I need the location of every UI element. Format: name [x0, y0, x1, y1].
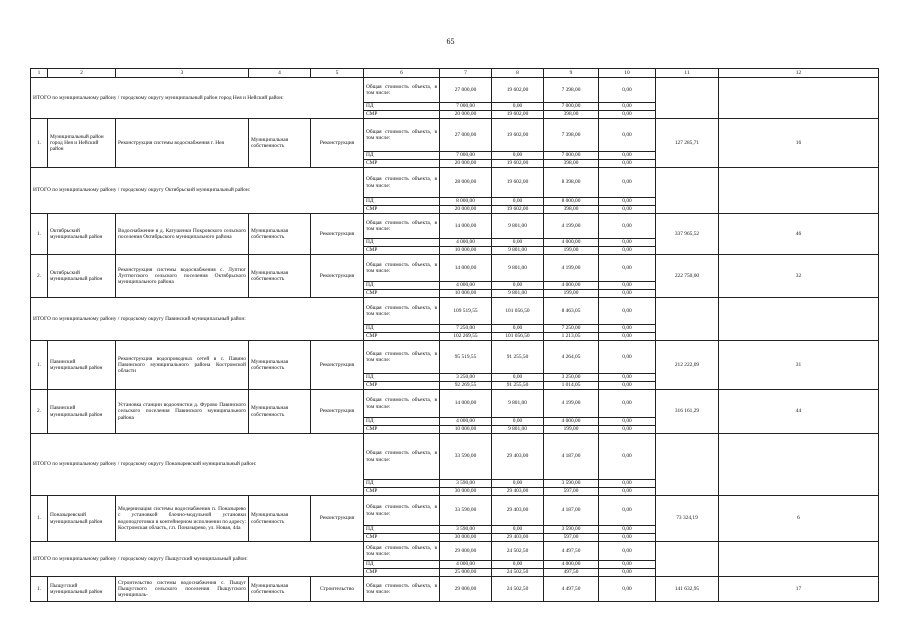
pd-value-col8: 0,00 — [492, 325, 544, 333]
pd-value-col7: 4 000,00 — [440, 239, 492, 247]
pd-value-col8: 0,00 — [492, 480, 544, 488]
ownership-type: Муниципальная собственность — [249, 341, 311, 390]
total-value-col10: 0,00 — [599, 78, 656, 103]
pd-value-col8: 0,00 — [492, 282, 544, 290]
ownership-type: Муниципальная собственность — [249, 119, 311, 168]
smr-value-col8: 29 403,00 — [492, 488, 544, 496]
smr-value-col9: 398,00 — [544, 206, 599, 214]
pd-value-col8: 0,00 — [492, 418, 544, 426]
smr-value-col9: 199,00 — [544, 247, 599, 255]
cost-label: Общая стоимость объекта, в том числе: — [364, 78, 440, 103]
pd-value-col10: 0,00 — [599, 198, 656, 206]
smr-value-col7: 92 269,55 — [440, 382, 492, 390]
total-value-col8: 24 502,50 — [492, 577, 544, 602]
work-type: Реконструкция — [311, 255, 364, 298]
total-value-col10: 0,00 — [599, 214, 656, 239]
pd-value-col9: 4 000,00 — [544, 239, 599, 247]
column-11-value: 127 285,71 — [656, 119, 719, 168]
smr-value-col9: 497,50 — [544, 569, 599, 577]
pd-label: ПД — [364, 282, 440, 290]
pd-value-col8: 0,00 — [492, 374, 544, 382]
cost-label: Общая стоимость объекта, в том числе: — [364, 577, 440, 602]
pd-value-col7: 4 000,00 — [440, 282, 492, 290]
pd-value-col7: 4 000,00 — [440, 561, 492, 569]
object-name: Реконструкция системы водоснабжения г. Нея — [116, 119, 249, 168]
column-11-value — [656, 78, 719, 119]
column-11-value — [656, 434, 719, 496]
column-12-value: 44 — [719, 390, 879, 434]
item-block-row — [31, 255, 879, 282]
municipality-name: Октябрьский муниципальный район — [48, 214, 116, 255]
pd-value-col9: 3 590,00 — [544, 480, 599, 488]
smr-value-col7: 10 000,00 — [440, 290, 492, 298]
total-value-col7: 95 519,55 — [440, 341, 492, 374]
total-value-col8: 19 602,00 — [492, 78, 544, 103]
investment-table-wrapper — [30, 68, 878, 602]
work-type: Реконструкция — [311, 341, 364, 390]
smr-value-col9: 199,00 — [544, 290, 599, 298]
column-header-5: 5 — [311, 69, 364, 78]
column-11-value: 316 161,29 — [656, 390, 719, 434]
total-value-col10: 0,00 — [599, 434, 656, 480]
total-value-col9: 4 497,50 — [544, 542, 599, 561]
total-value-col9: 4 199,00 — [544, 255, 599, 282]
pd-label: ПД — [364, 103, 440, 111]
pd-value-col7: 3 590,00 — [440, 526, 492, 534]
summary-label: ИТОГО по муниципальному району / городскому округу Пыщугский муниципальный район: — [31, 542, 364, 577]
work-type: Реконструкция — [311, 496, 364, 542]
table-body — [31, 69, 879, 602]
pd-value-col7: 3 250,00 — [440, 374, 492, 382]
column-11-value: 212 222,09 — [656, 341, 719, 390]
smr-value-col10: 0,00 — [599, 426, 656, 434]
total-value-col9: 7 398,00 — [544, 119, 599, 152]
object-name: Модернизация системы водоснабжения п. Поназырево с установкой блочно-модульной установки водоподготовки в контейнерном исполнении по адресу: Костромская область, г.п. Поназырево, ул. Новая, 44а — [116, 496, 249, 542]
smr-value-col7: 30 000,00 — [440, 488, 492, 496]
pd-label: ПД — [364, 561, 440, 569]
total-value-col9: 4 199,00 — [544, 214, 599, 239]
pd-value-col7: 7 250,00 — [440, 325, 492, 333]
column-12-value — [719, 542, 879, 577]
smr-label: СМР — [364, 160, 440, 168]
column-11-value — [656, 168, 719, 214]
municipality-name: Пыщугский муниципальный район — [48, 577, 116, 602]
total-value-col7: 33 590,00 — [440, 434, 492, 480]
smr-value-col10: 0,00 — [599, 290, 656, 298]
summary-block-row — [31, 434, 879, 480]
pd-value-col10: 0,00 — [599, 103, 656, 111]
total-value-col10: 0,00 — [599, 119, 656, 152]
cost-label: Общая стоимость объекта, в том числе: — [364, 434, 440, 480]
pd-value-col10: 0,00 — [599, 480, 656, 488]
total-value-col9: 8 398,00 — [544, 168, 599, 198]
total-value-col7: 14 000,00 — [440, 214, 492, 239]
smr-value-col8: 101 056,50 — [492, 333, 544, 341]
column-header-4: 4 — [249, 69, 311, 78]
work-type: Реконструкция — [311, 119, 364, 168]
cost-label: Общая стоимость объекта, в том числе: — [364, 542, 440, 561]
pd-value-col10: 0,00 — [599, 561, 656, 569]
smr-value-col10: 0,00 — [599, 160, 656, 168]
smr-value-col9: 398,00 — [544, 111, 599, 119]
smr-value-col7: 20 000,00 — [440, 111, 492, 119]
summary-block-row — [31, 168, 879, 198]
item-number: 1. — [31, 577, 48, 602]
pd-label: ПД — [364, 325, 440, 333]
pd-value-col9: 3 250,00 — [544, 374, 599, 382]
column-12-value: 46 — [719, 214, 879, 255]
pd-value-col8: 0,00 — [492, 239, 544, 247]
smr-value-col7: 25 000,00 — [440, 569, 492, 577]
column-header-1: 1 — [31, 69, 48, 78]
smr-value-col8: 19 602,00 — [492, 160, 544, 168]
summary-block-row — [31, 542, 879, 561]
pd-value-col7: 3 590,00 — [440, 480, 492, 488]
column-12-value — [719, 168, 879, 214]
total-value-col8: 91 255,50 — [492, 341, 544, 374]
total-value-col8: 29 403,00 — [492, 434, 544, 480]
column-12-value: 16 — [719, 119, 879, 168]
smr-label: СМР — [364, 534, 440, 542]
summary-label: ИТОГО по муниципальному району / городскому округу муниципальный район город Нея и Нейский район: — [31, 78, 364, 119]
column-12-value — [719, 298, 879, 341]
column-header-9: 9 — [544, 69, 599, 78]
work-type: Строительство — [311, 577, 364, 602]
smr-value-col10: 0,00 — [599, 382, 656, 390]
smr-value-col8: 9 801,00 — [492, 247, 544, 255]
smr-value-col10: 0,00 — [599, 206, 656, 214]
municipality-name: Поназыревский муниципальный район — [48, 496, 116, 542]
smr-value-col8: 29 403,00 — [492, 534, 544, 542]
pd-value-col10: 0,00 — [599, 374, 656, 382]
smr-value-col10: 0,00 — [599, 111, 656, 119]
summary-label: ИТОГО по муниципальному району / городскому округу Октябрьский муниципальный район: — [31, 168, 364, 214]
smr-label: СМР — [364, 290, 440, 298]
pd-value-col8: 0,00 — [492, 561, 544, 569]
smr-value-col7: 20 000,00 — [440, 160, 492, 168]
smr-label: СМР — [364, 247, 440, 255]
cost-label: Общая стоимость объекта, в том числе: — [364, 119, 440, 152]
municipality-name: Муниципальный район город Нея и Нейский район — [48, 119, 116, 168]
investment-table — [30, 68, 879, 602]
pd-value-col10: 0,00 — [599, 526, 656, 534]
pd-value-col10: 0,00 — [599, 152, 656, 160]
smr-value-col8: 9 801,00 — [492, 426, 544, 434]
smr-label: СМР — [364, 111, 440, 119]
column-11-value: 73 324,19 — [656, 496, 719, 542]
smr-value-col9: 597,00 — [544, 488, 599, 496]
total-value-col8: 9 801,00 — [492, 255, 544, 282]
smr-value-col7: 10 000,00 — [440, 247, 492, 255]
summary-label: ИТОГО по муниципальному району / городскому округу Поназыревский муниципальный район: — [31, 434, 364, 496]
item-number: 2. — [31, 390, 48, 434]
total-value-col7: 33 590,00 — [440, 496, 492, 526]
pd-value-col7: 7 000,00 — [440, 152, 492, 160]
total-value-col8: 19 602,00 — [492, 119, 544, 152]
column-12-value: 31 — [719, 341, 879, 390]
object-name: Реконструкция системы водоснабжения с. Луптюг Луптюгского сельского поселения Октябрьского муниципального района — [116, 255, 249, 298]
smr-value-col9: 1 014,05 — [544, 382, 599, 390]
pd-value-col7: 7 000,00 — [440, 103, 492, 111]
item-number: 1. — [31, 341, 48, 390]
total-value-col10: 0,00 — [599, 496, 656, 526]
pd-label: ПД — [364, 239, 440, 247]
pd-label: ПД — [364, 198, 440, 206]
total-value-col9: 4 497,50 — [544, 577, 599, 602]
pd-value-col8: 0,00 — [492, 526, 544, 534]
pd-value-col8: 0,00 — [492, 198, 544, 206]
column-12-value: 32 — [719, 255, 879, 298]
ownership-type: Муниципальная собственность — [249, 390, 311, 434]
column-12-value: 6 — [719, 496, 879, 542]
smr-value-col10: 0,00 — [599, 247, 656, 255]
smr-value-col10: 0,00 — [599, 569, 656, 577]
column-11-value: 222 750,00 — [656, 255, 719, 298]
total-value-col9: 4 187,00 — [544, 434, 599, 480]
pd-value-col7: 8 000,00 — [440, 198, 492, 206]
total-value-col10: 0,00 — [599, 577, 656, 602]
column-11-value: 337 965,52 — [656, 214, 719, 255]
pd-value-col8: 0,00 — [492, 103, 544, 111]
total-value-col10: 0,00 — [599, 390, 656, 418]
pd-value-col9: 4 000,00 — [544, 282, 599, 290]
total-value-col9: 8 463,05 — [544, 298, 599, 325]
cost-label: Общая стоимость объекта, в том числе: — [364, 298, 440, 325]
municipality-name: Октябрьский муниципальный район — [48, 255, 116, 298]
item-number: 1. — [31, 496, 48, 542]
total-value-col7: 14 000,00 — [440, 255, 492, 282]
smr-value-col10: 0,00 — [599, 534, 656, 542]
smr-label: СМР — [364, 382, 440, 390]
cost-label: Общая стоимость объекта, в том числе: — [364, 255, 440, 282]
smr-value-col8: 19 602,00 — [492, 111, 544, 119]
pd-value-col9: 3 590,00 — [544, 526, 599, 534]
smr-value-col8: 19 602,00 — [492, 206, 544, 214]
total-value-col10: 0,00 — [599, 255, 656, 282]
column-number-row — [31, 69, 879, 78]
total-value-col7: 27 000,00 — [440, 119, 492, 152]
total-value-col7: 27 000,00 — [440, 78, 492, 103]
smr-value-col8: 91 255,50 — [492, 382, 544, 390]
object-name: Установка станции водоочистки д. Фурово Павинского сельского поселения Павинского муниципального района — [116, 390, 249, 434]
smr-label: СМР — [364, 569, 440, 577]
column-header-8: 8 — [492, 69, 544, 78]
work-type: Реконструкция — [311, 214, 364, 255]
smr-value-col10: 0,00 — [599, 488, 656, 496]
total-value-col8: 101 056,50 — [492, 298, 544, 325]
cost-label: Общая стоимость объекта, в том числе: — [364, 214, 440, 239]
item-number: 1. — [31, 119, 48, 168]
pd-value-col7: 4 000,00 — [440, 418, 492, 426]
pd-value-col10: 0,00 — [599, 325, 656, 333]
pd-label: ПД — [364, 480, 440, 488]
pd-label: ПД — [364, 418, 440, 426]
total-value-col8: 24 502,50 — [492, 542, 544, 561]
pd-value-col9: 7 000,00 — [544, 103, 599, 111]
municipality-name: Павинский муниципальный район — [48, 390, 116, 434]
item-block-row — [31, 341, 879, 374]
smr-value-col9: 597,00 — [544, 534, 599, 542]
total-value-col9: 4 264,05 — [544, 341, 599, 374]
total-value-col8: 19 602,00 — [492, 168, 544, 198]
object-name: Водоснабжение в д. Катушенки Покровского сельского поселения Октябрьского муниципального района — [116, 214, 249, 255]
total-value-col9: 4 199,00 — [544, 390, 599, 418]
object-name: Строительство системы водоснабжения с. Пыщуг Пыщугского сельского поселения Пыщугского муниципаль- — [116, 577, 249, 602]
total-value-col7: 29 000,00 — [440, 577, 492, 602]
cost-label: Общая стоимость объекта, в том числе: — [364, 341, 440, 374]
total-value-col10: 0,00 — [599, 341, 656, 374]
total-value-col9: 7 398,00 — [544, 78, 599, 103]
total-value-col10: 0,00 — [599, 542, 656, 561]
pd-value-col9: 7 250,00 — [544, 325, 599, 333]
total-value-col10: 0,00 — [599, 298, 656, 325]
column-header-3: 3 — [116, 69, 249, 78]
smr-value-col8: 9 801,00 — [492, 290, 544, 298]
total-value-col8: 29 403,00 — [492, 496, 544, 526]
pd-label: ПД — [364, 374, 440, 382]
summary-block-row — [31, 298, 879, 325]
column-12-value: 17 — [719, 577, 879, 602]
smr-value-col7: 102 269,55 — [440, 333, 492, 341]
item-block-row — [31, 119, 879, 152]
smr-label: СМР — [364, 426, 440, 434]
column-header-6: 6 — [364, 69, 440, 78]
pd-label: ПД — [364, 152, 440, 160]
item-block-row — [31, 496, 879, 526]
column-11-value: 141 632,95 — [656, 577, 719, 602]
pd-value-col9: 8 000,00 — [544, 198, 599, 206]
cost-label: Общая стоимость объекта, в том числе: — [364, 168, 440, 198]
total-value-col8: 9 801,00 — [492, 390, 544, 418]
column-header-7: 7 — [440, 69, 492, 78]
total-value-col10: 0,00 — [599, 168, 656, 198]
ownership-type: Муниципальная собственность — [249, 255, 311, 298]
ownership-type: Муниципальная собственность — [249, 577, 311, 602]
total-value-col7: 29 000,00 — [440, 542, 492, 561]
pd-value-col10: 0,00 — [599, 239, 656, 247]
summary-label: ИТОГО по муниципальному району / городскому округу Павинский муниципальный район: — [31, 298, 364, 341]
ownership-type: Муниципальная собственность — [249, 496, 311, 542]
smr-label: СМР — [364, 333, 440, 341]
pd-value-col8: 0,00 — [492, 152, 544, 160]
column-header-11: 11 — [656, 69, 719, 78]
pd-value-col10: 0,00 — [599, 282, 656, 290]
column-header-2: 2 — [48, 69, 116, 78]
pd-value-col10: 0,00 — [599, 418, 656, 426]
smr-value-col7: 10 000,00 — [440, 426, 492, 434]
smr-label: СМР — [364, 206, 440, 214]
summary-block-row — [31, 78, 879, 103]
cost-label: Общая стоимость объекта, в том числе: — [364, 390, 440, 418]
total-value-col7: 14 000,00 — [440, 390, 492, 418]
pd-value-col9: 4 000,00 — [544, 561, 599, 569]
page-number: 65 — [446, 37, 455, 46]
smr-value-col7: 20 000,00 — [440, 206, 492, 214]
column-12-value — [719, 434, 879, 496]
column-header-10: 10 — [599, 69, 656, 78]
municipality-name: Павинский муниципальный район — [48, 341, 116, 390]
item-block-row — [31, 214, 879, 239]
total-value-col7: 28 000,00 — [440, 168, 492, 198]
item-block-row — [31, 577, 879, 602]
smr-value-col8: 24 502,50 — [492, 569, 544, 577]
total-value-col8: 9 801,00 — [492, 214, 544, 239]
item-number: 2. — [31, 255, 48, 298]
smr-value-col9: 199,00 — [544, 426, 599, 434]
total-value-col7: 109 519,55 — [440, 298, 492, 325]
pd-value-col9: 4 000,00 — [544, 418, 599, 426]
column-11-value — [656, 542, 719, 577]
ownership-type: Муниципальная собственность — [249, 214, 311, 255]
total-value-col9: 4 187,00 — [544, 496, 599, 526]
smr-value-col10: 0,00 — [599, 333, 656, 341]
smr-value-col9: 398,00 — [544, 160, 599, 168]
item-block-row — [31, 390, 879, 418]
cost-label: Общая стоимость объекта, в том числе: — [364, 496, 440, 526]
pd-label: ПД — [364, 526, 440, 534]
smr-label: СМР — [364, 488, 440, 496]
object-name: Реконструкция водопроводных сетей в с. Павино Павинского муниципального района Костромской области — [116, 341, 249, 390]
work-type: Реконструкция — [311, 390, 364, 434]
pd-value-col9: 7 000,00 — [544, 152, 599, 160]
smr-value-col9: 1 213,05 — [544, 333, 599, 341]
smr-value-col7: 30 000,00 — [440, 534, 492, 542]
item-number: 1. — [31, 214, 48, 255]
column-header-12: 12 — [719, 69, 879, 78]
column-12-value — [719, 78, 879, 119]
column-11-value — [656, 298, 719, 341]
